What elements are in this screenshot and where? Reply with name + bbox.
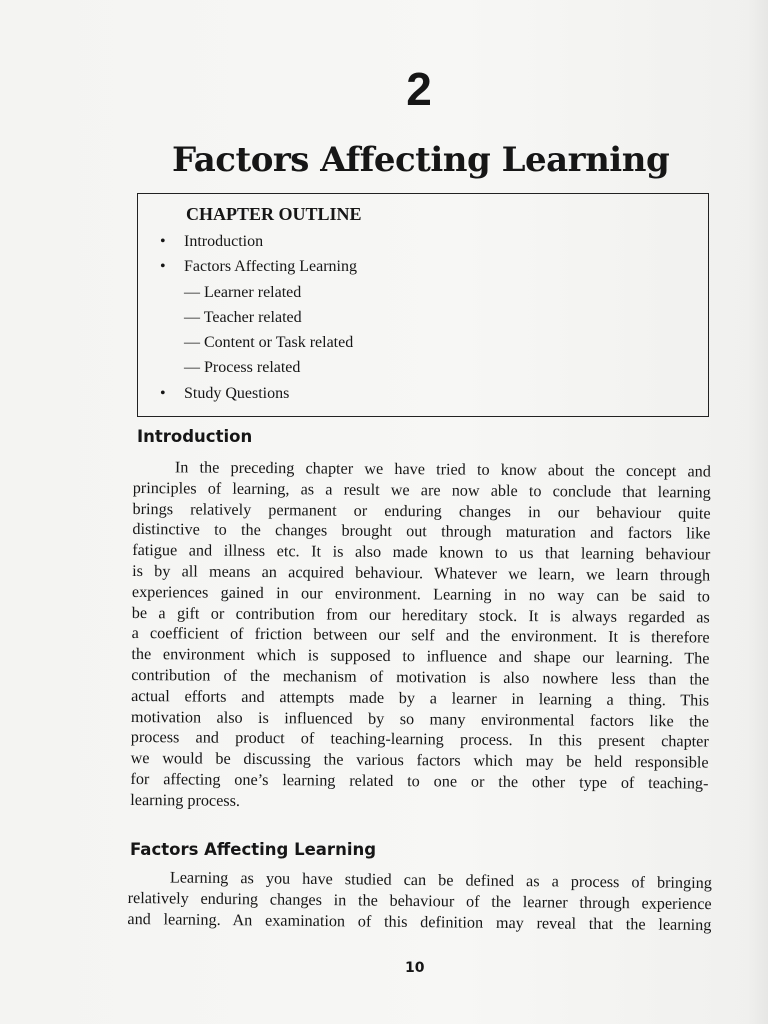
- bullet-icon: •: [160, 258, 166, 276]
- paragraph-line: brings relatively permanent or enduring changes in our behaviour quite: [132, 499, 711, 523]
- factors-paragraph: [127, 867, 712, 936]
- bullet-icon: •: [160, 233, 166, 250]
- outline-item: [160, 229, 357, 254]
- page-number: 10: [405, 960, 425, 976]
- paragraph-line: actual efforts and attempts made by a learner in learning a thing. This: [131, 686, 710, 710]
- chapter-outline-box: [137, 193, 709, 417]
- outline-item: [160, 254, 357, 279]
- paragraph-line: In the preceding chapter we have tried to know about the concept and: [174, 458, 711, 481]
- paragraph-line: Learning as you have studied can be defined as a process of bringing: [169, 868, 712, 893]
- paragraph-line: the environment which is supposed to influence and shape our learning. The: [131, 645, 710, 668]
- paragraph-line: fatigue and illness etc. It is also made known to us that learning behaviour: [132, 541, 711, 564]
- paragraph-line: contribution of the mechanism of motivation is also nowhere less than the: [131, 665, 710, 689]
- introduction-paragraph: [130, 457, 711, 815]
- chapter-outline-heading: CHAPTER OUTLINE: [186, 204, 362, 224]
- paragraph-line: learning process.: [130, 790, 241, 810]
- outline-item-text: — Content or Task related: [184, 334, 354, 352]
- introduction-heading: Introduction: [137, 427, 253, 446]
- outline-subitem: [160, 355, 357, 380]
- paragraph-line: and learning. An examination of this definition may reveal that the learning: [127, 909, 712, 934]
- paragraph-line: a coefficient of friction between our self and the environment. It is therefore: [131, 624, 710, 647]
- outline-item-text: — Learner related: [184, 283, 302, 301]
- outline-subitem: [160, 305, 357, 330]
- paragraph-line: process and product of teaching-learning process. In this present chapter: [130, 728, 709, 751]
- outline-item-text: — Process related: [184, 359, 301, 377]
- paragraph-line: be a gift or contribution from our hereditary stock. It is always regarded as: [131, 603, 710, 627]
- chapter-outline-list: [160, 229, 357, 406]
- outline-item-text: Introduction: [184, 233, 264, 250]
- paragraph-line: is by all means an acquired behaviour. Whatever we learn, we learn through: [132, 561, 711, 585]
- paragraph-line: relatively enduring changes in the behaviour of the learner through experience: [127, 888, 712, 913]
- outline-subitem: [160, 280, 357, 305]
- factors-affecting-learning-heading: Factors Affecting Learning: [130, 840, 377, 859]
- outline-item-text: — Teacher related: [184, 308, 302, 326]
- paragraph-line: distinctive to the changes brought out through maturation and factors like: [132, 520, 711, 543]
- bullet-icon: •: [160, 384, 166, 402]
- outline-subitem: [160, 330, 357, 355]
- chapter-number: 2: [406, 63, 432, 115]
- paragraph-line: we would be discussing the various factors which may be held responsible: [130, 749, 709, 772]
- outline-item: [160, 381, 357, 406]
- outline-item-text: Factors Affecting Learning: [184, 258, 357, 276]
- paragraph-line: experiences gained in our environment. Learning in no way can be said to: [131, 582, 710, 606]
- outline-item-text: Study Questions: [184, 384, 290, 402]
- page-edge-shadow: [746, 0, 768, 1024]
- paragraph-line: motivation also is influenced by so many environmental factors like the: [130, 707, 710, 731]
- chapter-title: Factors Affecting Learning: [172, 140, 670, 180]
- paragraph-line: for affecting one’s learning related to one or the other type of teaching-: [130, 769, 709, 793]
- paragraph-line: principles of learning, as a result we are now able to conclude that learning: [132, 478, 711, 502]
